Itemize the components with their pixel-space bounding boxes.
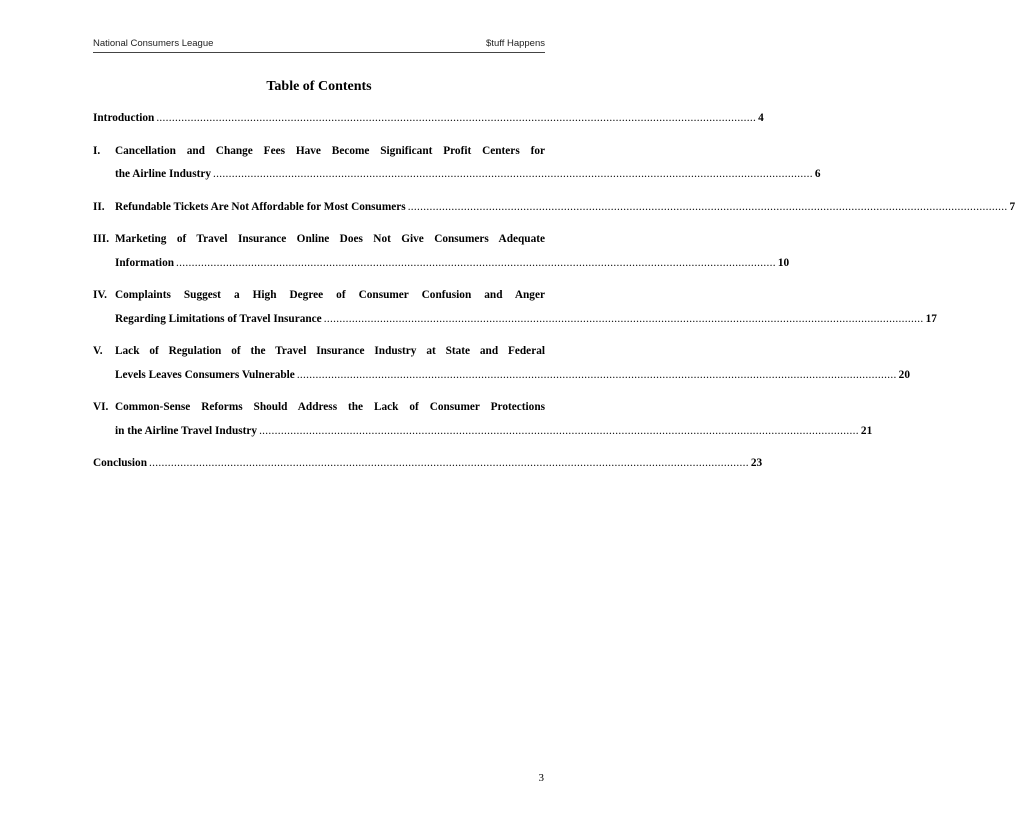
toc-entry-number: III. <box>93 233 110 245</box>
toc-entry-leader-line <box>115 308 937 332</box>
dot-leader: ................................................................................................................................................................................................ <box>156 112 757 124</box>
toc-entry-conclusion[interactable] <box>93 452 763 476</box>
toc-entry-number: V. <box>93 345 103 357</box>
dot-leader: ................................................................................................................................................................................................ <box>259 424 859 437</box>
toc-entry-title-line2: in the Airline Travel Industry <box>115 424 258 437</box>
running-header <box>93 38 545 53</box>
toc-entry-title-line2: Levels Leaves Consumers Vulnerable <box>115 368 295 381</box>
toc-entry-page: 21 <box>860 424 873 437</box>
toc-entry-leader-line <box>115 420 873 444</box>
toc-entry-title-line1: Common-Sense Reforms Should Address the Lack of Consumer Protections <box>115 401 545 413</box>
toc-entry-section-3[interactable] <box>93 228 790 275</box>
toc-entry-title-line1: Complaints Suggest a High Degree of Consumer Confusion and Anger <box>115 289 545 301</box>
header-right: $tuff Happens <box>486 38 545 49</box>
toc-entry-section-2[interactable] <box>93 196 1015 220</box>
header-left: National Consumers League <box>93 38 214 49</box>
page-number: 3 <box>538 772 544 784</box>
toc-title: Table of Contents <box>266 79 372 94</box>
toc-entry-title-line1: Cancellation and Change Fees Have Become Significant Profit Centers for <box>115 144 545 157</box>
toc-entry-leader-line <box>115 163 821 187</box>
toc-entry-section-6[interactable] <box>93 396 873 443</box>
toc-entry-page: 7 <box>1009 200 1015 213</box>
toc-entry-page: 10 <box>777 256 790 269</box>
toc-entry-title-line2: the Airline Industry <box>115 168 212 180</box>
toc-entry-leader-line <box>93 452 763 476</box>
toc-entry-section-4[interactable] <box>93 284 937 331</box>
toc-entry-page: 17 <box>925 312 937 325</box>
toc-entry-number: VI. <box>93 401 109 413</box>
toc-entry-title: Introduction <box>93 112 155 124</box>
dot-leader: ................................................................................................................................................................................................ <box>213 168 813 180</box>
dot-leader: ................................................................................................................................................................................................ <box>176 256 776 269</box>
toc-entry-title: Conclusion <box>93 457 147 469</box>
dot-leader: ................................................................................................................................................................................................ <box>323 312 924 325</box>
toc-entry-page: 4 <box>758 112 764 124</box>
toc-entry-page: 23 <box>750 457 763 469</box>
toc-entry-title-line2: Information <box>115 256 174 269</box>
toc-entry-page: 6 <box>814 168 821 180</box>
toc-entry-number: IV. <box>93 289 107 301</box>
toc-entry-title-line1: Lack of Regulation of the Travel Insurance Industry at State and Federal <box>115 345 545 357</box>
toc-entry-leader-line <box>115 196 1015 220</box>
toc-entry-number: II. <box>93 200 105 213</box>
toc-entry-title: Refundable Tickets Are Not Affordable for Most Consumers <box>115 200 406 213</box>
toc-entry-leader-line <box>115 252 790 276</box>
toc-entry-title-line1: Marketing of Travel Insurance Online Does Not Give Consumers Adequate <box>115 233 545 245</box>
dot-leader: ................................................................................................................................................................................................ <box>296 368 897 381</box>
toc-entry-section-5[interactable] <box>93 340 910 387</box>
dot-leader: ................................................................................................................................................................................................ <box>149 457 749 469</box>
toc-entry-section-1[interactable] <box>93 140 821 187</box>
toc-entry-leader-line <box>115 364 910 388</box>
toc-entry-title-line2: Regarding Limitations of Travel Insurance <box>115 312 322 325</box>
toc-entry-introduction[interactable] <box>93 107 764 131</box>
table-of-contents <box>93 107 1015 485</box>
toc-entry-number: I. <box>93 144 101 157</box>
toc-entry-page: 20 <box>898 368 910 381</box>
dot-leader: ................................................................................................................................................................................................ <box>407 200 1008 213</box>
toc-entry-leader-line <box>93 107 764 131</box>
